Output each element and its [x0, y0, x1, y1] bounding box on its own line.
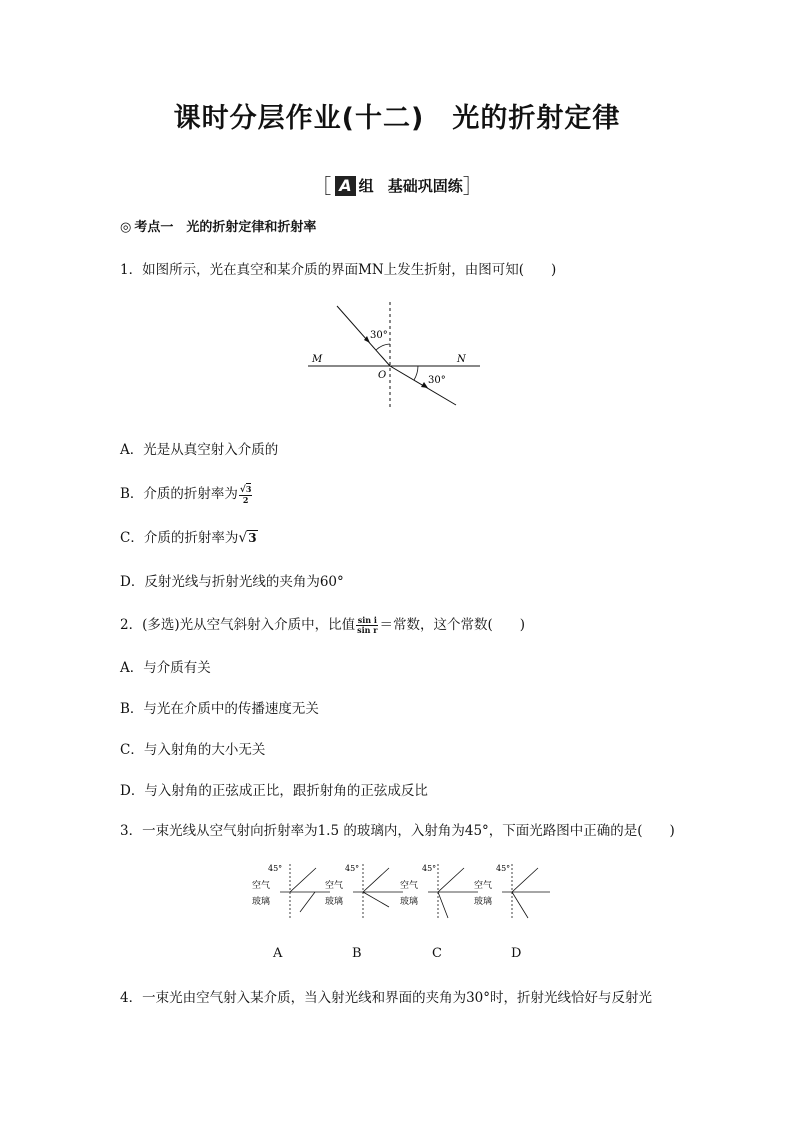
q2-option-a[interactable]: A．与介质有关	[120, 660, 211, 676]
svg-text:45°: 45°	[268, 864, 283, 873]
q2-option-c[interactable]: C．与入射角的大小无关	[120, 742, 266, 758]
label-n: N	[457, 354, 466, 365]
angle-label-top: 30°	[370, 330, 388, 341]
q3-panel-d	[474, 864, 550, 918]
fraction-denominator: 2	[242, 494, 249, 505]
q3-panel-a	[252, 864, 330, 918]
bracket-close: ］	[462, 174, 483, 198]
q2-stem-prefix: 2．(多选)光从空气斜射入介质中，比值	[120, 617, 356, 633]
bracket-open: ［	[311, 174, 332, 198]
fraction-denominator: sin r	[357, 625, 378, 635]
svg-text:空气: 空气	[474, 881, 493, 891]
angle-arc-bottom	[414, 366, 418, 380]
group-label: 基础巩固练	[387, 177, 463, 195]
q3-diagram-options	[250, 862, 550, 922]
sine-ratio-fraction	[356, 616, 378, 635]
title-sub: 光的折射定律	[452, 103, 621, 134]
question-4-stem: 4．一束光由空气射入某介质，当入射光线和界面的夹角为30°时，折射光线恰好与反射光	[120, 990, 653, 1006]
q3-panel-c	[400, 864, 478, 918]
q2-option-d[interactable]: D．与入射角的正弦成正比，跟折射角的正弦成反比	[120, 783, 428, 799]
angle-label-bottom: 30°	[428, 375, 446, 386]
q3-label-a[interactable]: A	[273, 946, 283, 961]
q1-option-b-text: B．介质的折射率为	[120, 486, 238, 502]
section-label: 考点一 光的折射定律和折射率	[134, 220, 317, 235]
target-icon: ◎	[120, 220, 132, 235]
question-1-stem: 1．如图所示，光在真空和某介质的界面MN上发生折射，由图可知( )	[120, 262, 557, 278]
q2-stem-suffix: ＝常数，这个常数( )	[379, 617, 526, 633]
q1-option-c[interactable]	[120, 526, 258, 546]
svg-text:玻璃: 玻璃	[252, 897, 271, 907]
q3-panel-b	[325, 864, 403, 918]
q3-label-d[interactable]: D	[511, 946, 522, 961]
group-letter-badge: A	[335, 176, 355, 196]
question-2-stem	[120, 613, 525, 635]
svg-text:45°: 45°	[345, 864, 360, 873]
title-main: 课时分层作业(十二)	[173, 103, 425, 134]
q1-option-b[interactable]	[120, 482, 253, 505]
angle-arc-top	[376, 344, 390, 350]
label-m: M	[312, 354, 323, 365]
q1-refraction-figure	[300, 298, 490, 413]
q3-label-b[interactable]: B	[352, 946, 362, 961]
group-header	[0, 170, 794, 199]
q1-option-a[interactable]: A．光是从真空射入介质的	[120, 442, 279, 458]
question-3-stem: 3．一束光线从空气射向折射率为1.5 的玻璃内，入射角为45°，下面光路图中正确的是( )	[120, 823, 675, 839]
fraction-numerator: √3	[239, 483, 252, 495]
q1-option-d[interactable]: D．反射光线与折射光线的夹角为60°	[120, 574, 344, 590]
svg-text:玻璃: 玻璃	[325, 897, 344, 907]
section-heading	[120, 216, 316, 235]
fraction-numerator: sin i	[357, 615, 377, 625]
square-root: √3	[238, 530, 257, 546]
q2-option-b[interactable]: B．与光在介质中的传播速度无关	[120, 701, 319, 717]
svg-text:空气: 空气	[400, 881, 419, 891]
svg-text:45°: 45°	[422, 864, 437, 873]
svg-text:空气: 空气	[252, 881, 271, 891]
svg-text:玻璃: 玻璃	[474, 897, 493, 907]
svg-text:玻璃: 玻璃	[400, 897, 419, 907]
q3-label-c[interactable]: C	[432, 946, 442, 961]
fraction	[239, 485, 253, 505]
group-name: 组	[358, 177, 374, 195]
page-title	[0, 96, 794, 135]
label-o: O	[378, 370, 387, 381]
q1-option-c-text: C．介质的折射率为	[120, 530, 239, 546]
svg-text:45°: 45°	[496, 864, 511, 873]
svg-text:空气: 空气	[325, 881, 344, 891]
